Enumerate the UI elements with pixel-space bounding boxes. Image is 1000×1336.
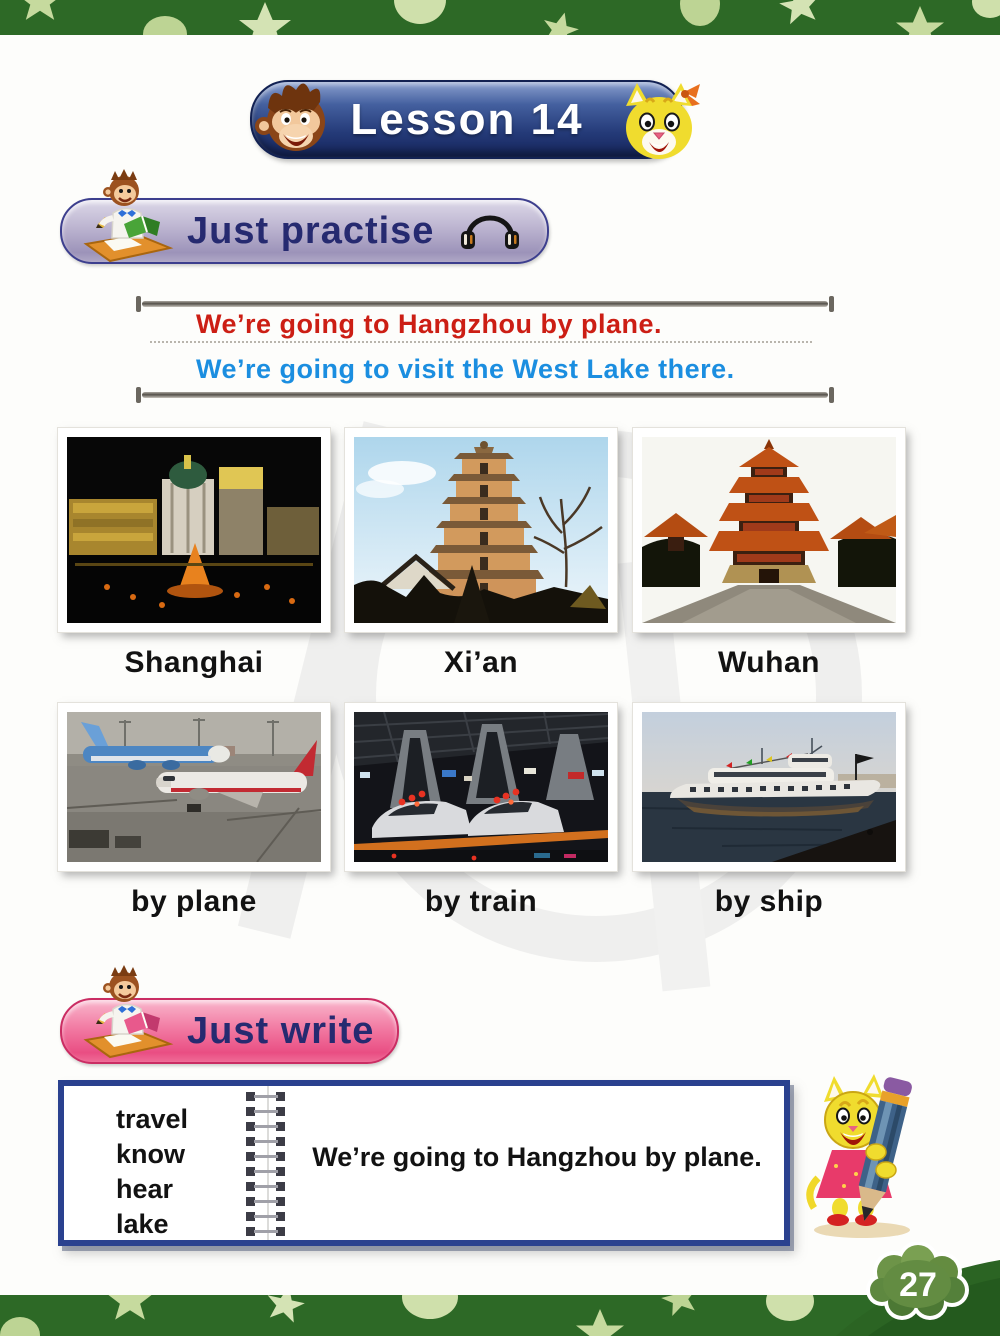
practise-heading: Just practise — [187, 209, 435, 252]
photo-caption: by ship — [714, 885, 824, 918]
cat-head-icon — [612, 80, 706, 166]
practise-sentence-red: We’re going to Hangzhou by plane. — [196, 309, 663, 339]
headphones-icon — [458, 203, 522, 253]
page-number: 27 — [899, 1266, 937, 1304]
write-heading: Just write — [187, 1009, 375, 1052]
photo-card-xian — [345, 428, 617, 680]
photo-caption: Wuhan — [718, 646, 820, 679]
photo-caption: Shanghai — [124, 646, 264, 679]
photo-card-wuhan — [633, 428, 905, 680]
cat-with-pencil-icon — [800, 1068, 936, 1244]
shanghai-photo — [58, 428, 330, 632]
word-list — [116, 1102, 188, 1242]
monkey-writing-icon — [78, 166, 176, 264]
plane-photo — [58, 703, 330, 871]
word-item: travel — [116, 1104, 189, 1134]
xian-photo — [345, 428, 617, 632]
train-photo — [345, 703, 617, 871]
top-border-stars — [0, 0, 1000, 35]
ship-photo — [633, 703, 905, 871]
photo-card-shanghai — [58, 428, 330, 680]
photo-caption: by train — [424, 885, 538, 918]
photo-card-by-train — [345, 703, 617, 919]
photo-caption: Xi’an — [443, 646, 519, 679]
monkey-head-icon — [250, 74, 338, 164]
photo-caption: by plane — [131, 885, 257, 918]
wuhan-photo — [633, 428, 905, 632]
write-exercise-box — [58, 1080, 790, 1246]
spiral-binding-icon — [232, 1088, 302, 1238]
page-number-badge — [860, 1242, 976, 1322]
word-item: lake — [116, 1209, 169, 1239]
monkey-writing-icon — [78, 962, 176, 1060]
photo-card-by-plane — [58, 703, 330, 919]
lesson-title: Lesson 14 — [350, 94, 584, 144]
word-item: know — [116, 1139, 186, 1169]
write-example-sentence: We’re going to Hangzhou by plane. — [312, 1142, 762, 1172]
dotted-separator — [150, 341, 812, 343]
practise-sentence-blue: We’re going to visit the West Lake there. — [196, 354, 735, 384]
word-item: hear — [116, 1174, 174, 1204]
divider-rule — [142, 392, 828, 398]
photo-card-by-ship — [633, 703, 905, 919]
divider-rule — [142, 301, 828, 307]
